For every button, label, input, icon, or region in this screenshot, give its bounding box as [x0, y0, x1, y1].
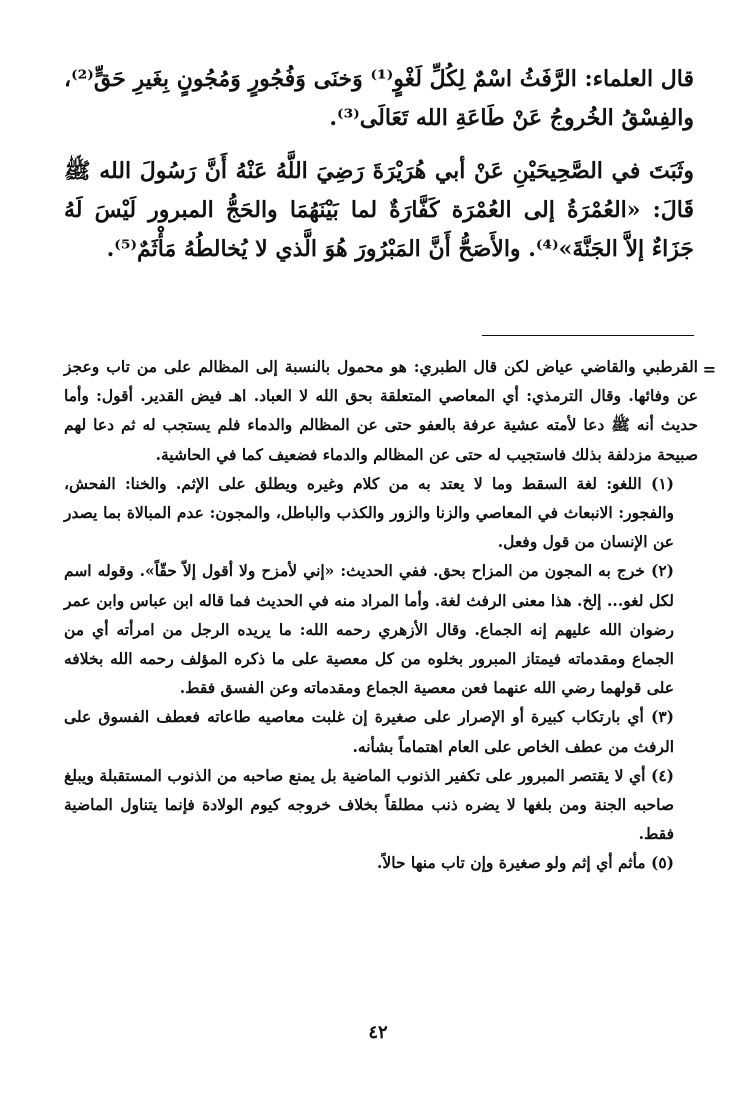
main-paragraph-1: قال العلماء: الرَّفَثُ اسْمٌ لِكُلِّ لَغْوٍ⁽¹⁾ وَخنَى وَفُجُورٍ وَمُجُونٍ بِغَيرِ حَقٍّ⁽²⁾، والفِسْقُ الخُروجُ عَنْ طَاعَةِ الله تَعَالَى⁽³⁾.: [64, 66, 695, 131]
footnotes: [64, 352, 698, 878]
footnote-2: (٢) خرج به المجون من المزاح بحق. ففي الحديث: «إني لأمزح ولا أقول إلاّ حقّاً». وقوله اسم لكل لغو... إلخ. هذا معنى الرفث لغة. وأما المراد منه في الحديث فما قاله ابن عباس وابن عمر رضوان الله عليهم إنه الجماع. وقال الأزهري رحمه الله: ما يريده الرجل من امرأته أي من الجماع ومقدماته فيمتاز المبرور بخلوه من كل معصية على ما ذكره المؤلف رحمه الله بخلافه على قولهما رضي الله عنهما فعن معصية الجماع ومقدماته وعن الفسق فقط.: [64, 561, 674, 698]
page-number: ٤٢: [368, 1022, 388, 1043]
footnote-continuation: القرطبي والقاضي عياض لكن قال الطبري: هو محمول بالنسبة إلى المظالم على من تاب وعجز عن وفائها. وقال الترمذي: أي المعاصي المتعلقة بحق الله لا العباد. اهـ فيض القدير. أقول: وأما حديث أنه ﷺ دعا لأمته عشية عرفة بالعفو حتى عن المظالم والدماء فلم يستجب له ثم دعا لهم صبيحة مزدلفة بذلك فاستجيب له حتى عن المظالم والدماء فضعيف كما في الحاشية.: [64, 357, 698, 464]
footnote-5: (٥) مأثم أي إثم ولو صغيرة وإن تاب منها حالاً.: [377, 853, 674, 873]
footnote-separator: [482, 335, 694, 336]
footnote-1: (١) اللغو: لغة السقط وما لا يعتد به من كلام وغيره ويطلق على الإثم. والخنا: الفحش، والفجور: الانبعاث في المعاصي والزنا والزور والكذب والباطل، والمجون: عدم المبالاة بما يصدر عن الإنسان من قول وفعل.: [64, 473, 674, 552]
main-paragraph-2: وثَبَتَ في الصَّحِيحَيْنِ عَنْ أبي هُرَيْرَةَ رَضِيَ اللَّهُ عَنْهُ أَنَّ رَسُولَ الله ﷺ قَالَ: «العُمْرَةُ إلى العُمْرَة كَفَّارَةٌ لما بَيْنَهُمَا والحَجُّ المبرور لَيْسَ لَهُ جَزَاءٌ إلاَّ الجَنَّةَ»⁽⁴⁾. والأَصَحُّ أَنَّ المَبْرُورَ هُوَ الَّذي لا يُخالطُهُ مَأْثَمٌ⁽⁵⁾.: [64, 158, 694, 262]
footnote-3: (٣) أي بارتكاب كبيرة أو الإصرار على صغيرة إن غلبت معاصيه طاعاته فعطف الفسوق على الرفث من عطف الخاص على العام اهتماماً بشأنه.: [64, 707, 674, 756]
main-text: [64, 60, 694, 269]
footnote-4: (٤) أي لا يقتصر المبرور على تكفير الذنوب الماضية بل يمنع صاحبه من الذنوب المستقبلة ويبلغ صاحبه الجنة ومن بلغها لا يضره ذنب مطلقاً بخلاف خروجه كيوم الولادة فإنما يتناول الماضية فقط.: [64, 765, 674, 844]
continuation-mark: =: [702, 360, 716, 379]
